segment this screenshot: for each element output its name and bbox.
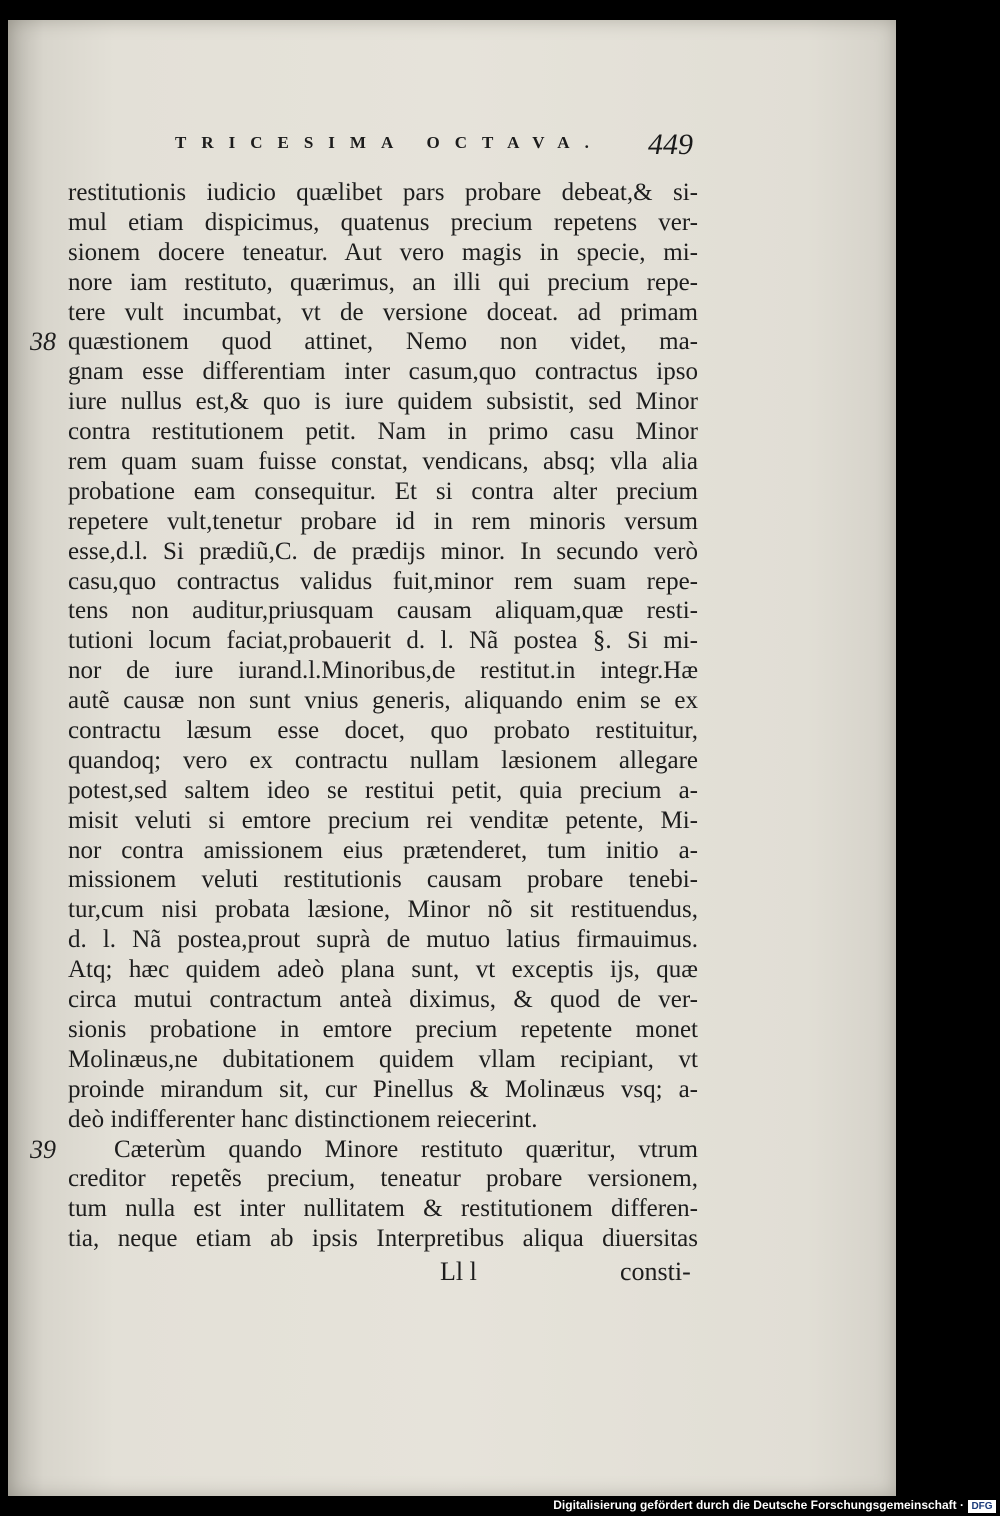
text-line: tia, neque etiam ab ipsis Interpretibus aliqua diuersitas: [68, 1225, 698, 1253]
digitization-credit: Digitalisierung gefördert durch die Deutsche Forschungsgemeinschaft ·: [553, 1498, 964, 1512]
text-line: iure nullus est,& quo is iure quidem subsistit, sed Minor: [68, 388, 698, 416]
text-line: potest,sed saltem ideo se restitui petit, quia precium a-: [68, 776, 698, 804]
text-line: Atq; hæc quidem adeò plana sunt, vt exceptis ijs, quæ: [68, 956, 698, 984]
text-line: nore iam restituto, quærimus, an illi qui precium repe-: [68, 268, 698, 296]
text-line: contra restitutionem petit. Nam in primo casu Minor: [68, 418, 698, 446]
text-line: creditor repetẽs precium, teneatur probare versionem,: [68, 1165, 698, 1193]
text-line: sionem docere teneatur. Aut vero magis in specie, mi-: [68, 238, 698, 266]
text-line: restitutionis iudicio quælibet pars probare debeat,& si-: [68, 179, 698, 206]
text-line: mul etiam dispicimus, quatenus precium repetens ver-: [68, 208, 698, 236]
text-line: sionis probatione in emtore precium repetente monet: [68, 1015, 698, 1043]
text-line: d. l. Nã postea,prout suprà de mutuo latius firmauimus.: [68, 926, 698, 954]
text-line: tens non auditur,priusquam causam aliquam,quæ resti-: [68, 597, 698, 625]
signature-mark: Ll l: [440, 1257, 477, 1286]
text-line: repetere vult,tenetur probare id in rem minoris versum: [68, 507, 698, 535]
catchword: consti-: [620, 1257, 691, 1286]
running-head: TRICESIMA OCTAVA.: [175, 133, 604, 152]
text-line: misit veluti si emtore precium rei venditæ petente, Mi-: [68, 806, 698, 834]
text-line: Cæterùm quando Minore restituto quæritur, vtrum: [114, 1135, 698, 1163]
text-line: tutioni locum faciat,probauerit d. l. Nã postea §. Si mi-: [68, 627, 698, 655]
text-line: nor de iure iurand.l.Minoribus,de restitut.in integr.Hæ: [68, 657, 698, 685]
text-line: gnam esse differentiam inter casum,quo contractus ipso: [68, 358, 698, 386]
text-line: deò indifferenter hanc distinctionem reiecerint.: [68, 1105, 538, 1133]
margin-number-38: 38: [30, 327, 56, 356]
text-line: tere vult incumbat, vt de versione doceat. ad primam: [68, 298, 698, 326]
text-line: esse,d.l. Si prædiũ,C. de prædijs minor. In secundo verò: [68, 537, 698, 565]
dfg-logo: DFG: [968, 1500, 996, 1513]
text-line: probatione eam consequitur. Et si contra alter precium: [68, 477, 698, 505]
text-line: nor contra amissionem eius prætenderet, tum initio a-: [68, 836, 698, 864]
page-number: 449: [648, 128, 693, 161]
text-line: circa mutui contractum anteà diximus, & quod de ver-: [68, 986, 698, 1014]
text-line: tur,cum nisi probata læsione, Minor nõ sit restituendus,: [68, 896, 698, 924]
text-line: contractu læsum esse docet, quo probato restituitur,: [68, 717, 698, 745]
margin-number-39: 39: [30, 1135, 56, 1164]
text-line: quandoq; vero ex contractu nullam læsionem allegare: [68, 746, 698, 774]
text-line: tum nulla est inter nullitatem & restitutionem differen-: [68, 1195, 698, 1223]
text-line: autẽ causæ non sunt vnius generis, aliquando enim se ex: [68, 687, 698, 715]
body-text: [68, 178, 698, 1254]
text-line: missionem veluti restitutionis causam probare tenebi-: [68, 866, 698, 894]
text-line: Molinæus,ne dubitationem quidem vllam recipiant, vt: [68, 1045, 698, 1073]
text-line: quæstionem quod attinet, Nemo non videt, ma-: [68, 328, 698, 356]
text-line: rem quam suam fuisse constat, vendicans, absq; vlla alia: [68, 448, 698, 476]
text-line: casu,quo contractus validus fuit,minor rem suam repe-: [68, 567, 698, 595]
text-line: proinde mirandum sit, cur Pinellus & Molinæus vsq; a-: [68, 1075, 698, 1103]
